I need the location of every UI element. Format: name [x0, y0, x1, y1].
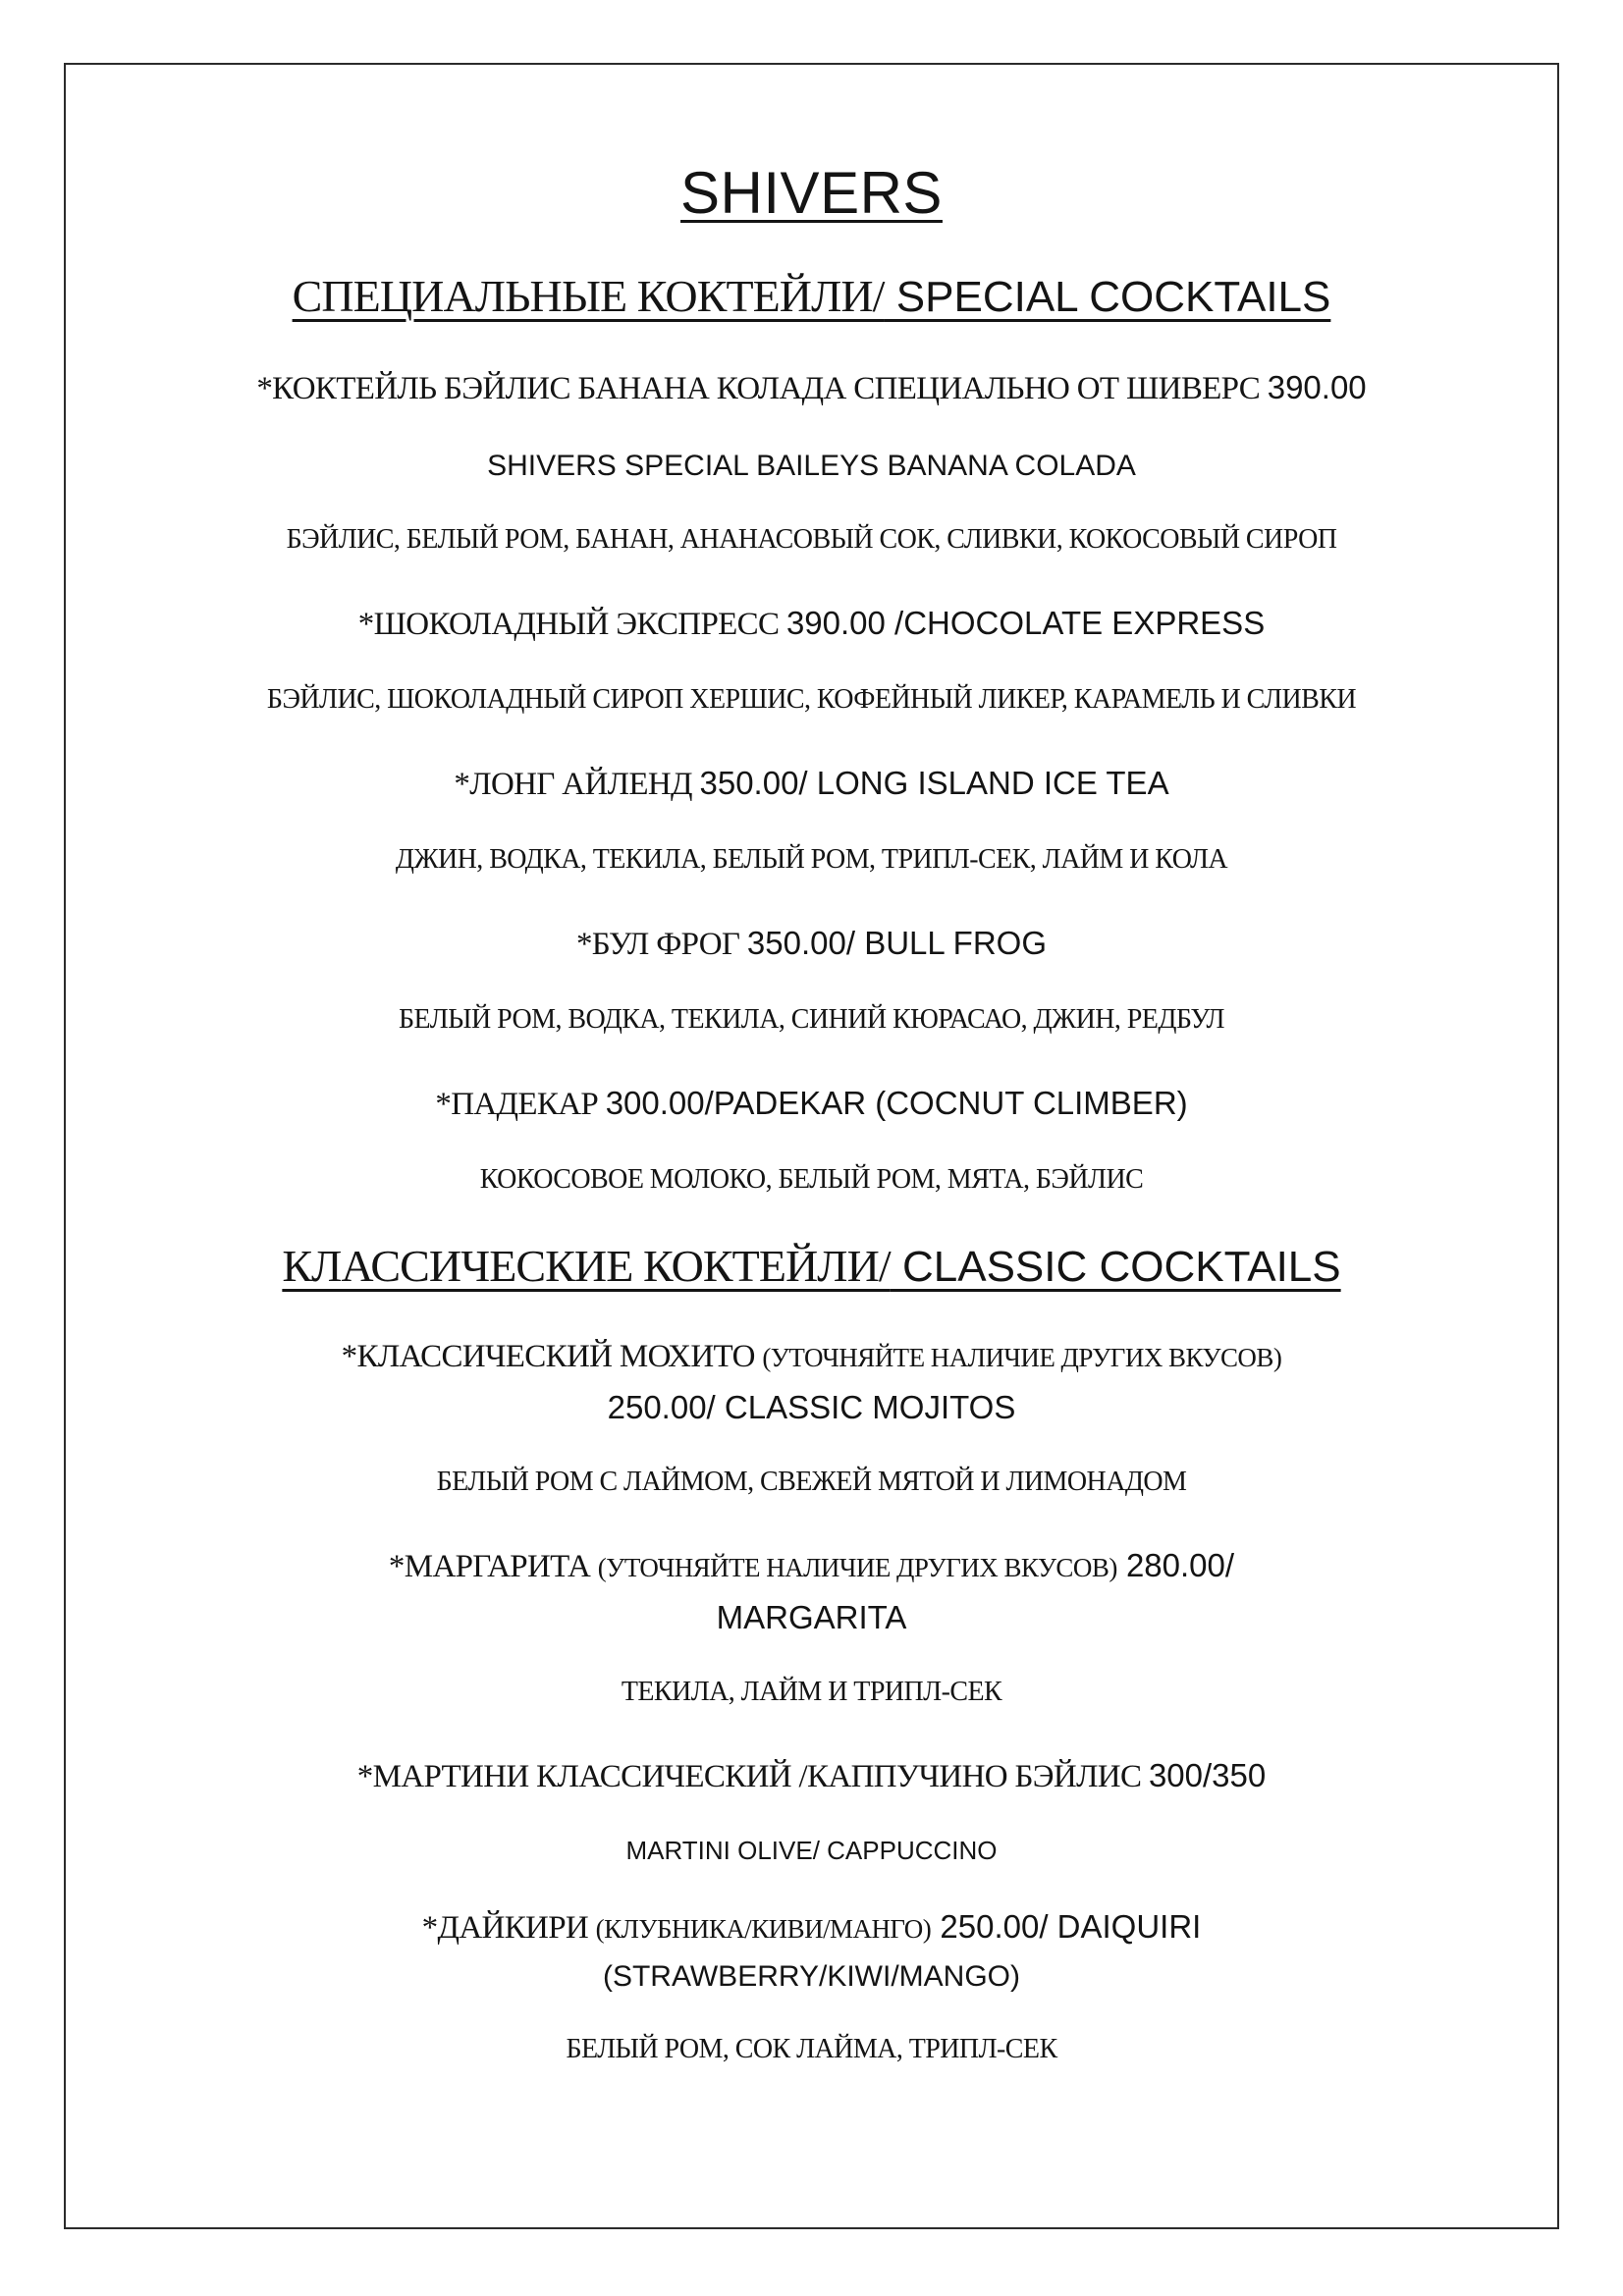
text-segment: *КЛАССИЧЕСКИЙ МОХИТО — [341, 1338, 763, 1374]
text-segment: 280.00/ — [1116, 1546, 1235, 1583]
text-segment: SHIVERS SPECIAL BAILEYS BANANA COLADA — [487, 449, 1136, 482]
text-segment: (УТОЧНЯЙТЕ НАЛИЧИЕ ДРУГИХ ВКУСОВ) — [597, 1552, 1117, 1582]
item-ingredients — [117, 2029, 1506, 2070]
item-ingredients — [117, 999, 1506, 1041]
text-segment: 250.00/ CLASSIC MOJITOS — [607, 1388, 1016, 1425]
text-segment: MARTINI OLIVE/ CAPPUCCINO — [625, 1836, 998, 1866]
text-segment: *БУЛ ФРОГ — [575, 926, 747, 962]
section-heading-ru: КЛАССИЧЕСКИЕ КОКТЕЙЛИ/ — [282, 1241, 891, 1292]
text-segment: *ПАДЕКАР — [435, 1087, 606, 1123]
text-segment: БЭЙЛИС, ШОКОЛАДНЫЙ СИРОП ХЕРШИС, КОФЕЙНЫЙ ЛИКЕР, КАРАМЕЛЬ И СЛИВКИ — [266, 683, 1357, 715]
text-segment: MARGARITA — [716, 1599, 907, 1636]
item-name — [117, 1332, 1506, 1432]
text-segment: 350.00/ BULL FROG — [746, 924, 1048, 961]
menu-item — [117, 598, 1506, 721]
text-segment: *МАРТИНИ КЛАССИЧЕСКИЙ /КАППУЧИНО БЭЙЛИС — [356, 1759, 1149, 1795]
item-sub — [117, 444, 1506, 488]
text-segment: *КОКТЕЙЛЬ БЭЙЛИС БАНАНА КОЛАДА СПЕЦИАЛЬНО ОТ ШИВЕРС — [256, 370, 1268, 406]
page-content — [66, 65, 1557, 2108]
text-segment: 390.00 — [1267, 368, 1367, 405]
menu-sections — [117, 268, 1506, 2070]
item-ingredients — [117, 1159, 1506, 1201]
menu-item — [117, 1750, 1506, 1870]
text-segment: *ЛОНГ АЙЛЕНД — [454, 766, 700, 802]
text-segment: 300.00/PADEKAR (COCNUT CLIMBER) — [605, 1085, 1188, 1122]
page-title: SHIVERS — [680, 160, 943, 226]
item-name — [117, 1750, 1506, 1802]
text-segment: БЭЙЛИС, БЕЛЫЙ РОМ, БАНАН, АНАНАСОВЫЙ СОК, СЛИВКИ, КОКОСОВЫЙ СИРОП — [286, 523, 1337, 555]
item-sub — [117, 1832, 1506, 1870]
text-segment: 350.00/ LONG ISLAND ICE TEA — [699, 764, 1169, 801]
section-heading-ru: СПЕЦИАЛЬНЫЕ КОКТЕЙЛИ/ — [292, 271, 885, 321]
section-heading-en: CLASSIC COCKTAILS — [890, 1243, 1341, 1292]
menu-item — [117, 362, 1506, 561]
item-ingredients — [117, 1672, 1506, 1713]
item-name — [117, 598, 1506, 650]
item-name — [117, 1540, 1506, 1642]
menu-item — [117, 1901, 1506, 2070]
item-name — [117, 362, 1506, 414]
text-segment: ДЖИН, ВОДКА, ТЕКИЛА, БЕЛЫЙ РОМ, ТРИПЛ-СЕК, ЛАЙМ И КОЛА — [395, 843, 1228, 875]
text-segment: (STRAWBERRY/KIWI/MANGO) — [602, 1959, 1020, 1993]
item-ingredients — [117, 519, 1506, 561]
item-ingredients — [117, 839, 1506, 881]
text-segment: БЕЛЫЙ РОМ, ВОДКА, ТЕКИЛА, СИНИЙ КЮРАСАО, ДЖИН, РЕДБУЛ — [399, 1004, 1224, 1036]
menu-item — [117, 1078, 1506, 1201]
text-segment: БЕЛЫЙ РОМ С ЛАЙМОМ, СВЕЖЕЙ МЯТОЙ И ЛИМОНАДОМ — [436, 1466, 1187, 1497]
item-name — [117, 918, 1506, 970]
text-segment: БЕЛЫЙ РОМ, СОК ЛАЙМА, ТРИПЛ-СЕК — [566, 2034, 1057, 2065]
menu-item — [117, 1332, 1506, 1503]
text-segment: 250.00/ DAIQUIRI — [931, 1908, 1202, 1946]
section-heading-en: SPECIAL COCKTAILS — [884, 273, 1331, 321]
text-segment: *МАРГАРИТА — [388, 1548, 598, 1584]
menu-item — [117, 758, 1506, 881]
item-ingredients — [117, 679, 1506, 721]
text-segment: ТЕКИЛА, ЛАЙМ И ТРИПЛ-СЕК — [621, 1677, 1002, 1708]
item-name — [117, 1901, 1506, 2000]
section-heading — [117, 268, 1506, 325]
page-border — [64, 63, 1559, 2229]
text-segment: 300/350 — [1148, 1757, 1267, 1794]
menu-item — [117, 918, 1506, 1041]
item-ingredients — [117, 1462, 1506, 1503]
item-name — [117, 1078, 1506, 1130]
menu-section — [117, 268, 1506, 1201]
text-segment: КОКОСОВОЕ МОЛОКО, БЕЛЫЙ РОМ, МЯТА, БЭЙЛИС — [479, 1164, 1144, 1196]
text-segment: *ШОКОЛАДНЫЙ ЭКСПРЕСС — [357, 606, 786, 642]
text-segment: (УТОЧНЯЙТЕ НАЛИЧИЕ ДРУГИХ ВКУСОВ) — [762, 1342, 1282, 1372]
text-segment: 390.00 /CHOCOLATE EXPRESS — [785, 604, 1266, 641]
menu-section — [117, 1238, 1506, 2070]
section-heading — [117, 1238, 1506, 1295]
text-segment: *ДАЙКИРИ — [421, 1910, 596, 1947]
item-name — [117, 758, 1506, 810]
text-segment: (КЛУБНИКА/КИВИ/МАНГО) — [595, 1914, 932, 1945]
menu-item — [117, 1540, 1506, 1713]
